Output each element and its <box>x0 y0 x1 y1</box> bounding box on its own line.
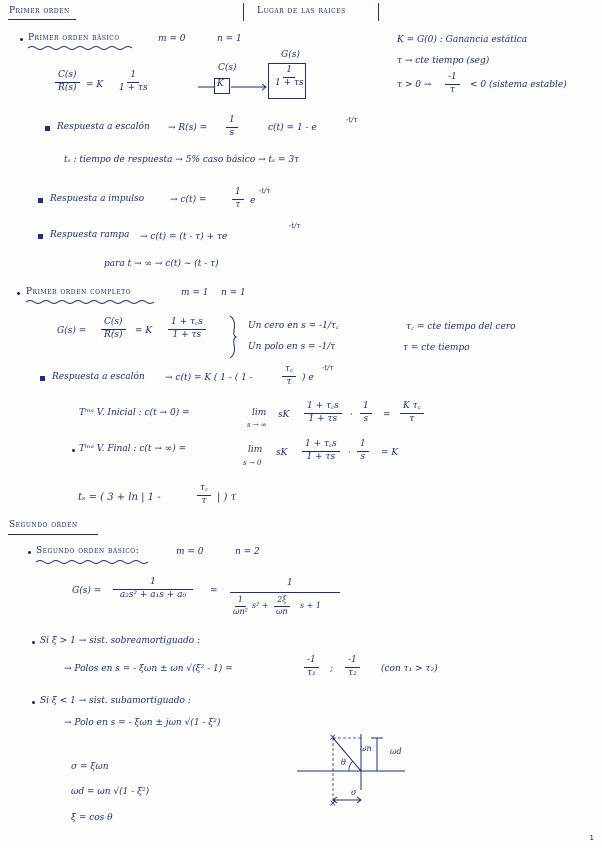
overdamped-cond: (con τ₁ > τ₂) <box>381 664 438 674</box>
step-r-pre: → R(s) = <box>168 123 208 133</box>
tvf-label: Tᵐᵃ V. Final : c(t → ∞) = <box>79 444 187 454</box>
frac-num: 1 + τ꜀s <box>304 402 342 414</box>
tvi-1s-frac <box>360 402 372 425</box>
full-ts-frac <box>197 484 211 507</box>
first-full-m: m = 1 <box>181 288 209 298</box>
full-step-eq: → c(t) = K ( 1 - ( 1 - <box>165 373 253 383</box>
frac-den: s <box>229 127 235 138</box>
full-ts-eq: tₛ = ( 3 + ln | 1 - <box>78 492 161 503</box>
note-stable-pre: τ > 0 → <box>397 80 432 90</box>
full-g-pre: G(s) = <box>57 326 87 336</box>
second-basic-m: m = 0 <box>176 547 204 557</box>
block-k-label: K <box>217 79 224 89</box>
impulse-c-pre: → c(t) = <box>170 195 207 205</box>
full-step-end: ) e <box>302 373 314 383</box>
frac-den: R(s) <box>104 329 123 340</box>
wavy-underline <box>36 559 156 564</box>
frac-num: 1 <box>283 66 295 78</box>
step-r-frac <box>226 116 238 139</box>
tf-eq-k: = K <box>86 80 104 90</box>
frac-den: ωn <box>276 606 288 616</box>
frac-num: 1 <box>357 440 369 452</box>
tvf-res: = K <box>381 448 399 458</box>
tvi-label: Tᵐᵃ V. Inicial : c(t → 0) = <box>79 408 190 418</box>
underdamped-label: Si ξ < 1 → sist. subamortiguado : <box>40 696 191 706</box>
first-basic-n: n = 1 <box>217 34 242 44</box>
tvf-sub: s → 0 <box>243 459 262 467</box>
first-basic-m: m = 0 <box>158 34 186 44</box>
frac-den: 1 + τs <box>119 82 148 93</box>
frac-den: s <box>363 413 369 424</box>
note-stable-frac <box>445 73 460 96</box>
second-g-frac <box>113 578 193 601</box>
tvf-1s-frac <box>357 440 369 463</box>
impulse-e: e <box>250 196 256 206</box>
tvi-dot: · <box>350 410 353 420</box>
label-theta: θ <box>341 758 346 767</box>
first-full-n: n = 1 <box>221 288 246 298</box>
frac-den: τ <box>449 84 455 95</box>
label-wd: ωd <box>390 747 402 756</box>
second-g2-a-frac <box>230 596 251 617</box>
theta-arc <box>349 761 353 771</box>
full-g-k: = K <box>135 326 153 336</box>
frac-num: 1 <box>360 402 372 414</box>
step-label: Respuesta a escalón <box>57 122 150 132</box>
block-gs-frac <box>272 66 307 89</box>
second-basic-n: n = 2 <box>235 547 260 557</box>
overdamped-f1 <box>304 656 319 679</box>
frac-num: τ꜀ <box>282 365 296 377</box>
note-tau: τ → cte tiempo (seg) <box>397 56 490 66</box>
full-g-kfrac <box>168 318 206 341</box>
bullet-dot <box>32 641 35 644</box>
full-g-frac <box>101 318 126 341</box>
tvi-eq: = <box>383 410 391 420</box>
overdamped-label: Si ξ > 1 → sist. sobreamortiguado : <box>40 636 201 646</box>
block-gs-label: G(s) <box>281 50 300 60</box>
xi-eq: ξ = cos θ <box>71 813 113 823</box>
note-stable-post: < 0 (sistema estable) <box>470 80 567 90</box>
heading-underline <box>8 534 98 535</box>
tvi-sk: sK <box>278 410 290 420</box>
wd-eq: ωd = ωn √(1 - ξ²) <box>71 787 150 797</box>
heading-lugar-raices: Lugar de las raices <box>257 6 346 16</box>
section-title-second-basic: Segundo orden básico: <box>36 546 140 556</box>
block-arrow-in <box>198 85 268 95</box>
frac-den: s <box>360 451 366 462</box>
bullet-dot <box>17 292 20 295</box>
frac-num: -1 <box>345 656 360 668</box>
frac-den: τ <box>409 413 415 424</box>
second-g2-s1: s + 1 <box>300 601 321 610</box>
tvf-lim: lim <box>248 445 263 455</box>
frac-den: ωn² <box>233 606 248 616</box>
ramp-label: Respuesta rampa <box>50 230 130 240</box>
pole-x-bottom: × <box>329 799 337 809</box>
full-ts-end: | ) τ <box>217 492 237 503</box>
s-plane-diagram <box>297 730 407 820</box>
bullet-square <box>45 126 50 131</box>
tvi-lim: lim <box>252 408 267 418</box>
wavy-underline <box>28 45 136 50</box>
impulse-label: Respuesta a impulso <box>50 194 145 204</box>
sigma-eq: σ = ξωn <box>71 762 109 772</box>
bullet-square <box>38 198 43 203</box>
frac-num: -1 <box>445 73 460 85</box>
bullet-dot <box>32 701 35 704</box>
section-title-first-full: Primer orden completo <box>26 287 132 297</box>
tvf-sk: sK <box>276 448 288 458</box>
overdamped-sep: ; <box>330 664 334 674</box>
heading-underline <box>8 19 76 20</box>
frac-num: -1 <box>304 656 319 668</box>
tvf-frac <box>302 440 340 463</box>
frac-den: τ₂ <box>348 667 357 678</box>
pole-x-top: × <box>329 733 337 743</box>
impulse-exp: -t/τ <box>259 187 271 195</box>
frac-num: τ꜀ <box>197 484 211 496</box>
frac-num: C(s) <box>101 318 126 330</box>
ramp-exp: -t/τ <box>289 222 301 230</box>
second-g-eq: = <box>210 586 218 596</box>
second-g2-b-frac <box>273 596 291 617</box>
frac-num: K τ꜀ <box>400 402 424 414</box>
full-step-exp: -t/τ <box>322 364 334 372</box>
tvi-frac <box>304 402 342 425</box>
step-c-exp: -t/τ <box>346 116 358 124</box>
frac-num: 1 <box>113 578 193 590</box>
zero-desc: τ꜀ = cte tiempo del cero <box>406 322 516 332</box>
zero-note: Un cero en s = -1/τ꜀ <box>248 321 339 331</box>
frac-den: 1 + τs <box>308 413 338 424</box>
ramp-limit: para t → ∞ → c(t) ~ (t - τ) <box>104 259 219 269</box>
frac-den: a₂s² + a₁s + a₀ <box>119 589 187 600</box>
wavy-underline <box>26 299 162 304</box>
label-sigma: σ <box>351 788 357 797</box>
frac-den: τ <box>201 495 207 506</box>
overdamped-f2 <box>345 656 360 679</box>
tf-k-frac <box>116 71 151 94</box>
frac-num: 1 <box>127 71 139 83</box>
wn-vector <box>333 738 361 771</box>
bullet-dot <box>28 551 31 554</box>
brace-right <box>228 316 238 358</box>
bullet-square <box>38 234 43 239</box>
frac-num: 1 + τ꜀s <box>302 440 340 452</box>
full-step-label: Respuesta a escalón <box>52 372 145 382</box>
frac-num: C(s) <box>55 71 80 83</box>
second-g-pre: G(s) = <box>72 586 102 596</box>
overdamped-eq: → Polos en s = - ξωn ± ωn √(ξ² - 1) = <box>64 664 233 674</box>
page-number: 1 <box>589 834 594 842</box>
impulse-frac <box>232 188 244 211</box>
frac-num: 1 + τ꜀s <box>168 318 206 330</box>
note-gain: K = G(0) : Ganancia estática <box>397 35 528 45</box>
heading-segundo-orden: Segundo orden <box>9 520 78 530</box>
frac-den: 1 + τs <box>306 451 336 462</box>
pole-desc: τ = cte tiempo <box>403 343 470 353</box>
bullet-dot <box>72 449 75 452</box>
tvf-dot: · <box>348 448 351 458</box>
frac-den: τ <box>235 199 241 210</box>
pole-note: Un polo en s = -1/τ <box>248 342 336 352</box>
second-g2-num: 1 <box>287 578 293 588</box>
heading-primer-orden: Primer orden <box>9 6 70 16</box>
frac-num: 1 <box>235 596 246 607</box>
label-wn: ωn <box>360 744 372 753</box>
ramp-c: → c(t) = (t - τ) + τe <box>140 232 228 242</box>
full-step-frac <box>282 365 296 388</box>
tvi-res-frac <box>400 402 424 425</box>
frac-den: 1 + τs <box>275 77 304 88</box>
tf-frac <box>55 71 80 94</box>
frac-den: τ₁ <box>307 667 316 678</box>
frac-num: 2ξ <box>274 596 290 607</box>
block-input-label: C(s) <box>218 63 237 73</box>
second-g2-bar <box>230 592 340 593</box>
frac-den: τ <box>286 376 292 387</box>
second-g2-s2: s² + <box>252 601 269 610</box>
frac-num: 1 <box>232 188 244 200</box>
frac-den: R(s) <box>58 82 77 93</box>
underdamped-eq: → Polo en s = - ξωn ± jωn √(1 - ξ²) <box>64 718 221 728</box>
ts-line: tₛ : tiempo de respuesta → 5% caso básico → tₛ = 3τ <box>64 155 300 165</box>
bullet-square <box>40 376 45 381</box>
bullet-dot <box>20 38 23 41</box>
section-title-first-basic: Primer orden básico <box>28 33 120 43</box>
frac-num: 1 <box>226 116 238 128</box>
step-c: c(t) = 1 - e <box>268 123 317 133</box>
tvi-sub: s → ∞ <box>247 421 267 429</box>
frac-den: 1 + τs <box>172 329 202 340</box>
